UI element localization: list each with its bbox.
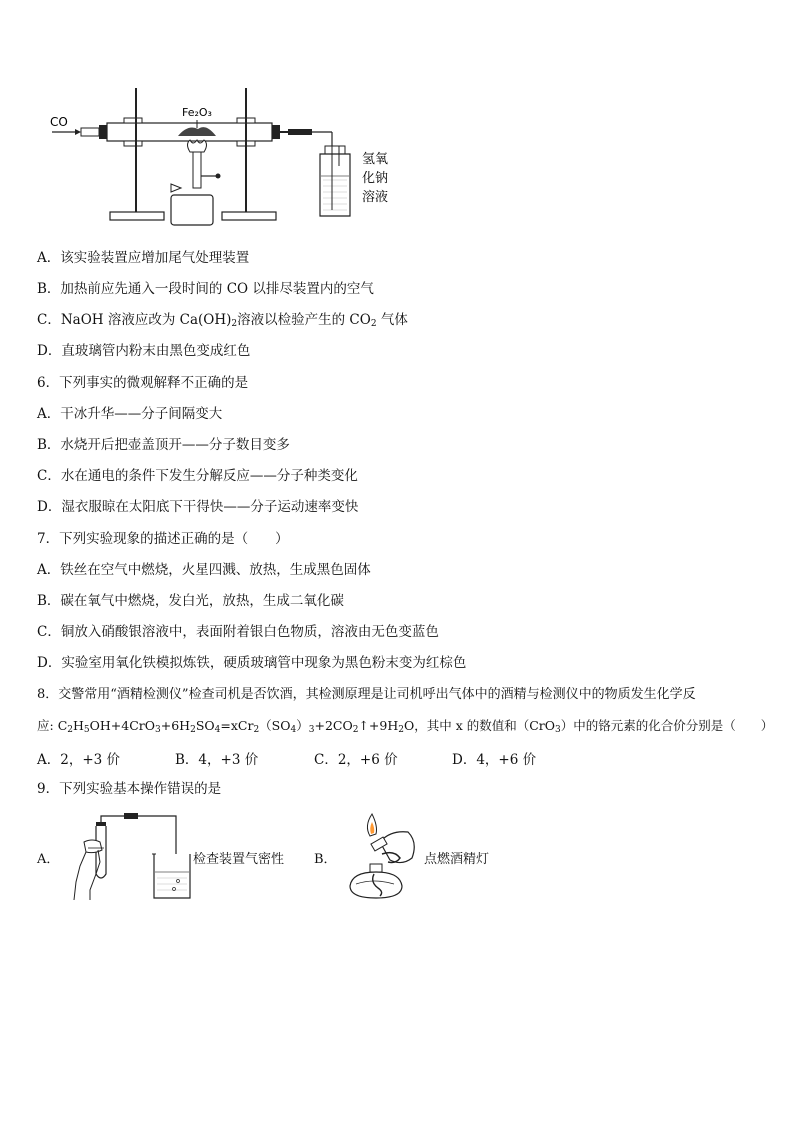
q5c-post: 气体 bbox=[376, 312, 408, 328]
q5-option-d: D．直玻璃管内粉末由黑色变成红色 bbox=[37, 343, 251, 359]
q9-option-b-caption: 点燃酒精灯 bbox=[424, 852, 490, 867]
q8-equation: $C_2H_5OH+4CrO_3+6H_2SO_4=xCr_2(SO_4)_3+2CO_2↑+9H_2O$ bbox=[57, 718, 415, 735]
q8-stem-line-1: 8．交警常用“酒精检测仪”检查司机是否饮酒，其检测原理是让司机呼出气体中的酒精与检测仪中的物质发生化学反 bbox=[37, 687, 696, 702]
q5-option-a: A．该实验装置应增加尾气处理装置 bbox=[37, 250, 250, 266]
q8-suffix-sub: 3 bbox=[555, 725, 561, 735]
q5c-sub2: 2 bbox=[370, 319, 377, 329]
q5c-mid: 溶液以检验产生的 CO bbox=[237, 312, 371, 328]
q6-stem: 6．下列事实的微观解释不正确的是 bbox=[37, 375, 249, 391]
inlet-stopper bbox=[99, 125, 107, 139]
q7-option-d: D．实验室用氧化铁模拟炼铁，硬质玻璃管中现象为黑色粉末变为红棕色 bbox=[37, 655, 467, 671]
alcohol-lamp-lighting-figure bbox=[344, 812, 424, 902]
q9-stem: 9．下列实验基本操作错误的是 bbox=[37, 781, 222, 797]
burner-flame bbox=[188, 140, 207, 152]
q6-option-c: C．水在通电的条件下发生分解反应——分子种类变化 bbox=[37, 468, 358, 484]
q5c-pre: C．NaOH 溶液应改为 Ca(OH) bbox=[37, 312, 232, 328]
fe2o3-label: Fe₂O₃ bbox=[182, 106, 212, 119]
tilted-alcohol-lamp bbox=[380, 832, 414, 863]
q7-option-b: B．碳在氧气中燃烧，发白光，放热，生成二氧化碳 bbox=[37, 593, 344, 609]
naoh-label-3: 溶液 bbox=[362, 190, 389, 205]
q6-option-d: D．湿衣服晾在太阳底下干得快——分子运动速率变快 bbox=[37, 499, 359, 515]
naoh-label-2: 化钠 bbox=[362, 171, 389, 186]
q8-option-b: B．4，+3 价 bbox=[175, 752, 259, 768]
q8-option-c: C．2，+6 价 bbox=[314, 752, 398, 768]
naoh-wash-bottle bbox=[320, 154, 350, 216]
q5-option-c bbox=[37, 311, 408, 333]
airtightness-check-figure bbox=[66, 810, 196, 902]
hand bbox=[84, 840, 102, 853]
co-reduction-apparatus-figure bbox=[40, 80, 400, 230]
q6-option-b: B．水烧开后把壶盖顶开——分子数目变多 bbox=[37, 437, 290, 453]
q5c-sub1: 2 bbox=[231, 319, 238, 329]
q9-option-b-letter: B． bbox=[314, 852, 337, 867]
lower-alcohol-lamp bbox=[350, 872, 402, 898]
q9-option-a-letter: A． bbox=[37, 852, 60, 867]
co-label: CO bbox=[50, 115, 68, 129]
q7-stem: 7．下列实验现象的描述正确的是（ ） bbox=[37, 531, 289, 547]
q7-option-a: A．铁丝在空气中燃烧，火星四溅、放热，生成黑色固体 bbox=[37, 562, 371, 578]
outlet-stopper bbox=[272, 125, 280, 139]
q6-option-a: A．干冰升华——分子间隔变大 bbox=[37, 406, 223, 422]
q8-suffix: ，其中 x 的数值和（CrO bbox=[414, 718, 556, 733]
q8-option-d: D．4，+6 价 bbox=[452, 752, 537, 768]
q8-prefix: 应: bbox=[37, 718, 58, 733]
q8-end: ）中的铬元素的化合价分别是（ ） bbox=[560, 718, 774, 733]
q8-stem-line-2 bbox=[37, 717, 773, 739]
q5-option-b: B．加热前应先通入一段时间的 CO 以排尽装置内的空气 bbox=[37, 281, 374, 297]
q8-option-a: A．2，+3 价 bbox=[37, 752, 121, 768]
alcohol-burner bbox=[171, 195, 213, 225]
q7-option-c: C．铜放入硝酸银溶液中，表面附着银白色物质，溶液由无色变蓝色 bbox=[37, 624, 439, 640]
q9-option-a-caption: 检查装置气密性 bbox=[193, 852, 285, 867]
beaker bbox=[154, 854, 190, 898]
naoh-label-1: 氢氧 bbox=[362, 152, 389, 167]
